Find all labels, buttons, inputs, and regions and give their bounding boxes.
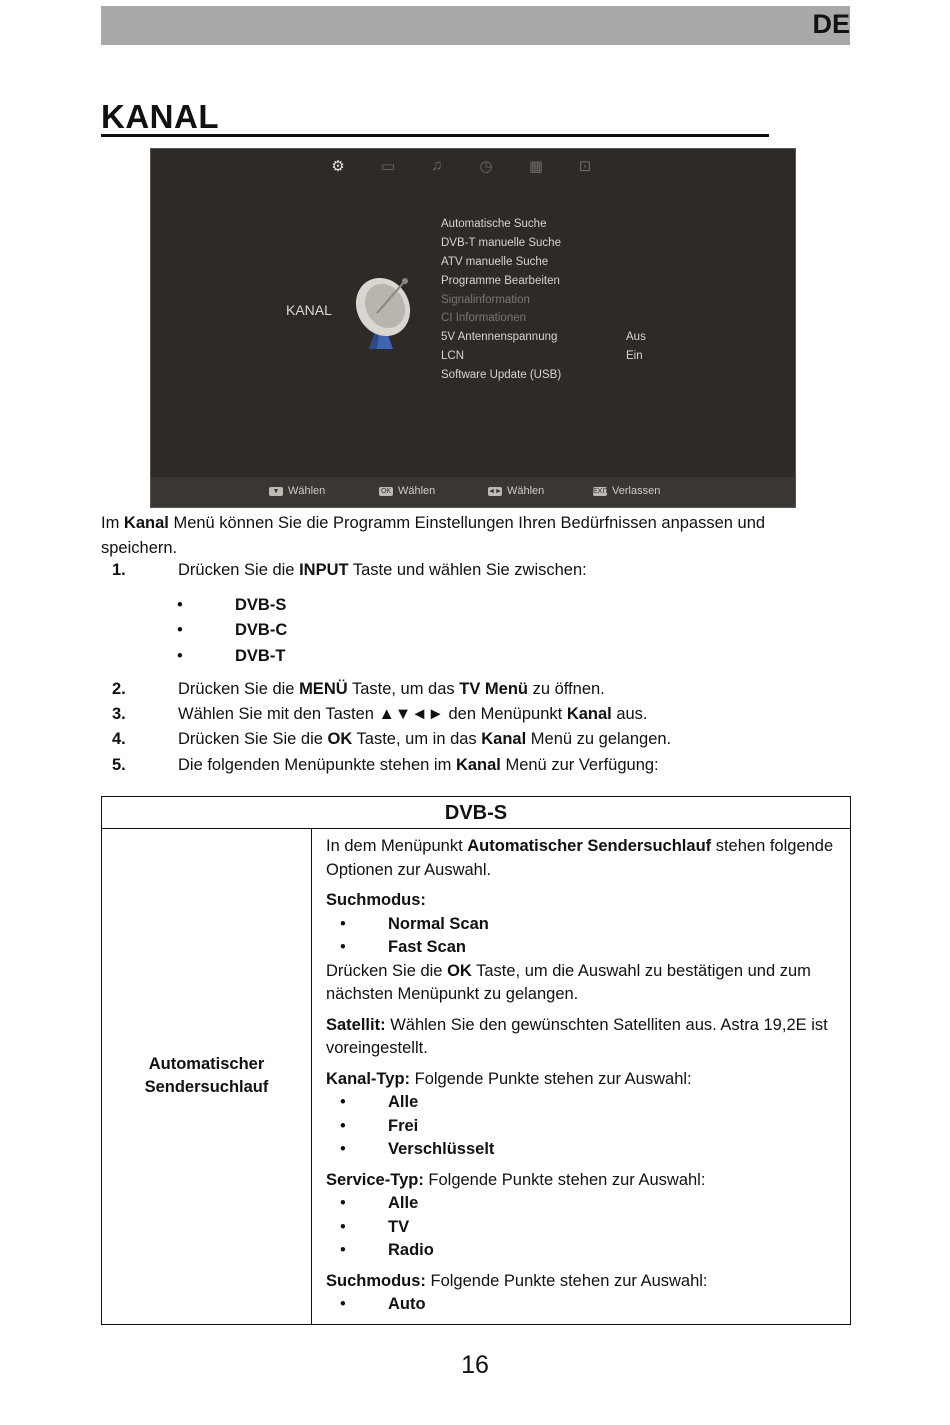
satellit-text: Satellit: Wählen Sie den gewünschten Satelliten aus. Astra 19,2E ist voreingestellt. xyxy=(326,1015,828,1057)
step-number: 2. xyxy=(112,680,126,698)
tv-menu-item[interactable] xyxy=(441,253,561,272)
page-title: KANAL xyxy=(101,98,769,137)
tv-menu-item[interactable] xyxy=(441,215,561,234)
footer-hint xyxy=(593,485,660,497)
dvb-s-table xyxy=(101,796,851,1325)
tv-menu-item-label: ATV manuelle Suche xyxy=(441,255,549,268)
list-item: • Frei xyxy=(326,1115,836,1139)
tv-menu-item[interactable] xyxy=(441,272,561,291)
suchmodus-label: Suchmodus: xyxy=(326,891,426,909)
step-number: 5. xyxy=(112,756,126,774)
monitor-icon: ▭ xyxy=(380,158,396,175)
exit-key-icon: EXIT xyxy=(593,488,609,495)
tv-menu-item-label: CI Informationen xyxy=(441,312,527,325)
table-row-label xyxy=(102,828,311,1324)
step-text: Drücken Sie die INPUT Taste und wählen Sie zwischen: xyxy=(178,561,587,579)
tv-menu-item-label: Software Update (USB) xyxy=(441,369,562,382)
left-right-key-icon: ◄► xyxy=(488,488,502,495)
tv-menu-item xyxy=(441,309,561,328)
row-label-line: Automatischer xyxy=(148,1055,265,1073)
step-number: 1. xyxy=(112,561,126,579)
tv-menu-item[interactable] xyxy=(441,234,561,253)
list-item: • TV xyxy=(326,1216,836,1240)
row-label-line: Sendersuchlauf xyxy=(144,1078,269,1096)
list-item: • Auto xyxy=(326,1293,836,1317)
list-item: DVB-C xyxy=(235,621,288,639)
footer-hint-label: Verlassen xyxy=(612,485,661,497)
satellite-dish-icon xyxy=(347,273,417,353)
step-number: 4. xyxy=(112,730,126,748)
clock-icon: ◷ xyxy=(479,158,493,175)
footer-hint-label: Wählen xyxy=(288,485,326,497)
down-key-icon: ▼ xyxy=(269,487,283,496)
table-divider xyxy=(311,828,312,1324)
description-intro: In dem Menüpunkt Automatischer Sendersuchlauf stehen folgende Optionen zur Auswahl. xyxy=(326,837,834,879)
suchmodus-text: Suchmodus: Folgende Punkte stehen zur Auswahl: xyxy=(326,1271,708,1290)
tv-menu-item xyxy=(441,291,561,310)
step-number: 3. xyxy=(112,705,126,723)
lock-icon: ⊡ xyxy=(578,158,592,175)
ok-key-icon: OK xyxy=(380,488,392,495)
tv-menu-tabs xyxy=(151,155,795,177)
tv-menu-screenshot xyxy=(150,148,796,508)
tv-menu-item-label: Automatische Suche xyxy=(441,218,547,230)
grid-icon: ▦ xyxy=(528,158,544,175)
list-item: • Radio xyxy=(326,1239,836,1263)
table-heading: DVB-S xyxy=(102,797,850,829)
intro-paragraph: Im Kanal Menü können Sie die Programm Einstellungen Ihren Bedürfnissen anpassen und speichern. xyxy=(101,514,766,557)
list-item: • Verschlüsselt xyxy=(326,1138,836,1162)
tv-menu-item-label: 5V Antennenspannung xyxy=(441,331,558,344)
tv-menu-title: KANAL xyxy=(286,302,332,318)
footer-hint xyxy=(488,485,544,497)
footer-hint xyxy=(269,485,325,497)
step-text: Die folgenden Menüpunkte stehen im Kanal Menü zur Verfügung: xyxy=(178,756,659,774)
tv-menu-item-label: DVB-T manuelle Suche xyxy=(441,236,561,249)
tv-menu-item[interactable] xyxy=(441,366,561,385)
tv-menu-item-label: Programme Bearbeiten xyxy=(441,274,560,287)
language-code: DE xyxy=(812,9,850,39)
music-note-icon: ♫ xyxy=(431,157,443,174)
ok-instruction: Drücken Sie die OK Taste, um die Auswahl zu bestätigen und zum nächsten Menüpunkt zu gelangen. xyxy=(326,961,811,1003)
tv-menu-item-label: LCN xyxy=(441,350,465,363)
tv-menu-list xyxy=(441,215,646,385)
footer-hint-label: Wählen xyxy=(398,485,436,497)
bullet-icon: • xyxy=(177,621,183,639)
kanal-typ-text: Kanal-Typ: Folgende Punkte stehen zur Auswahl: xyxy=(326,1069,692,1088)
list-item: • Alle xyxy=(326,1192,836,1216)
table-row-description xyxy=(326,835,836,1317)
step-text: Drücken Sie die MENÜ Taste, um das TV Menü zu öffnen. xyxy=(178,680,605,698)
tv-menu-item-value: Ein xyxy=(626,350,643,363)
tv-menu-item[interactable] xyxy=(441,347,643,366)
list-item: • Fast Scan xyxy=(326,936,836,960)
service-typ-text: Service-Typ: Folgende Punkte stehen zur Auswahl: xyxy=(326,1170,706,1189)
tv-menu-item[interactable] xyxy=(441,328,646,347)
list-item: DVB-S xyxy=(235,596,287,614)
footer-hint xyxy=(379,485,435,497)
tv-menu-item-label: Signalinformation xyxy=(441,293,530,306)
tv-menu-item-value: Aus xyxy=(626,331,646,344)
bullet-icon: • xyxy=(177,596,183,614)
step-text: Drücken Sie Sie die OK Taste, um in das Kanal Menü zu gelangen. xyxy=(178,730,672,748)
gear-icon: ⚙ xyxy=(331,158,345,175)
list-item: • Alle xyxy=(326,1091,836,1115)
bullet-icon: • xyxy=(177,647,183,665)
list-item: DVB-T xyxy=(235,647,286,665)
step-text: Wählen Sie mit den Tasten ▲▼◄► den Menüpunkt Kanal aus. xyxy=(178,705,648,723)
tv-menu-footer xyxy=(151,477,795,507)
list-item: • Normal Scan xyxy=(326,913,836,937)
page-number: 16 xyxy=(461,1351,489,1379)
language-bar xyxy=(101,6,850,45)
footer-hint-label: Wählen xyxy=(507,485,545,497)
